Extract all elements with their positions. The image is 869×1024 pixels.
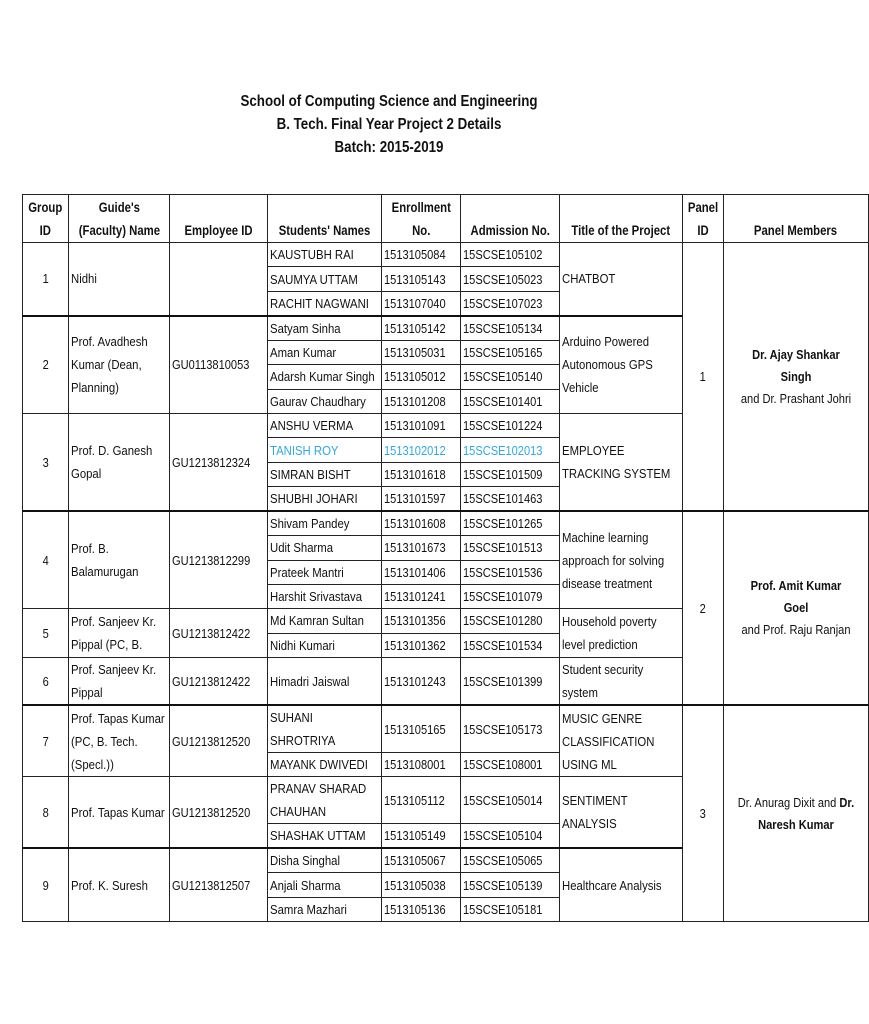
cell-text: Prof. Avadhesh Kumar (Dean, Planning) (70, 334, 148, 396)
cell-text: CHATBOT (562, 271, 616, 287)
cell-text: ANSHU VERMA (270, 418, 354, 434)
employee-id-cell (170, 511, 268, 609)
group-id-cell (23, 658, 69, 706)
enrollment-cell (382, 753, 460, 777)
employee-id-cell (170, 243, 268, 316)
table-body (23, 243, 869, 922)
admission-cell (460, 609, 560, 633)
cell-text: 7 (42, 733, 49, 749)
panel-members-rest: and Dr. Prashant Johri (740, 390, 852, 406)
guide-name-cell (68, 413, 170, 511)
admission-cell (460, 267, 560, 291)
panel-members-rest: and Prof. Raju Ranjan (741, 622, 851, 638)
student-name-cell (268, 584, 382, 608)
cell-text: 15SCSE105023 (462, 271, 543, 287)
admission-cell (460, 389, 560, 413)
student-name-cell (268, 753, 382, 777)
cell-text: 1513105142 (384, 320, 447, 336)
cell-text: Household poverty level prediction (562, 614, 657, 653)
table-row (23, 705, 869, 753)
cell-text: 1513101406 (384, 564, 447, 580)
cell-text: GU1213812422 (172, 625, 251, 641)
admission-cell (460, 413, 560, 437)
enrollment-cell (382, 462, 460, 486)
cell-text: 1513102012 (384, 442, 447, 458)
enrollment-cell (382, 340, 460, 364)
admission-cell (460, 511, 560, 536)
cell-text: 1513101618 (384, 466, 447, 482)
employee-id-cell (170, 413, 268, 511)
cell-text: SIMRAN BISHT (270, 466, 352, 482)
panel-id-cell (682, 243, 723, 512)
cell-text: 1513101091 (384, 418, 447, 434)
cell-text: Shivam Pandey (270, 516, 350, 532)
enrollment-cell (382, 316, 460, 341)
batch-title: Batch: 2015-2019 (334, 139, 444, 156)
panel-members-text (737, 575, 855, 641)
project-title-cell (560, 777, 683, 849)
admission-cell (460, 438, 560, 462)
cell-text: 15SCSE105181 (462, 902, 543, 918)
cell-text: 15SCSE105014 (462, 792, 543, 808)
student-name-cell (268, 365, 382, 389)
project-title-cell (560, 848, 683, 921)
cell-text: 15SCSE105173 (462, 721, 543, 737)
header-enrollment: Enrollment No. (382, 195, 460, 243)
guide-name-cell (68, 511, 170, 609)
cell-text: 6 (42, 673, 49, 689)
admission-cell (460, 705, 560, 753)
header-panel-id: Panel ID (682, 195, 723, 243)
student-name-cell (268, 536, 382, 560)
cell-text: 15SCSE102013 (462, 442, 543, 458)
enrollment-cell (382, 777, 460, 824)
cell-text: 15SCSE101401 (462, 393, 543, 409)
cell-text: 1513107040 (384, 295, 447, 311)
cell-text: 15SCSE105104 (462, 828, 543, 844)
enrollment-cell (382, 413, 460, 437)
enrollment-cell (382, 536, 460, 560)
cell-text: Md Kamran Sultan (270, 613, 365, 629)
project-title-cell (560, 413, 683, 511)
student-name-cell (268, 267, 382, 291)
admission-cell (460, 560, 560, 584)
panel-members-cell (723, 705, 868, 922)
cell-text: 1513105112 (384, 792, 446, 808)
cell-text: Disha Singhal (270, 853, 341, 869)
cell-text: Nidhi (70, 271, 97, 287)
cell-text: 1513105067 (384, 853, 447, 869)
admission-cell (460, 633, 560, 657)
student-name-cell (268, 413, 382, 437)
cell-text: 15SCSE105140 (462, 369, 543, 385)
student-name-cell (268, 560, 382, 584)
cell-text: 1513105143 (384, 271, 447, 287)
admission-cell (460, 462, 560, 486)
panel-members-cell (723, 243, 868, 512)
cell-text: Harshit Srivastava (270, 589, 363, 605)
cell-text: 1513105084 (384, 247, 447, 263)
cell-text: GU1213812520 (172, 733, 251, 749)
cell-text: 1513105038 (384, 877, 447, 893)
student-name-cell (268, 824, 382, 849)
admission-cell (460, 584, 560, 608)
student-name-cell (268, 438, 382, 462)
enrollment-cell (382, 243, 460, 267)
cell-text: Anjali Sharma (270, 877, 342, 893)
cell-text: 1513105031 (384, 344, 447, 360)
project-title-cell (560, 609, 683, 658)
panel-lead-name: Prof. Amit Kumar Goel (750, 578, 842, 616)
cell-text: Samra Mazhari (270, 902, 348, 918)
cell-text: Healthcare Analysis (562, 877, 662, 893)
cell-text: 1513108001 (384, 757, 447, 773)
student-name-cell (268, 848, 382, 873)
cell-text: 2 (42, 357, 49, 373)
cell-text: GU1213812299 (172, 552, 251, 568)
cell-text: 8 (42, 804, 49, 820)
admission-cell (460, 316, 560, 341)
cell-text: Arduino Powered Autonomous GPS Vehicle (562, 334, 654, 396)
cell-text: 5 (42, 625, 49, 641)
admission-cell (460, 753, 560, 777)
cell-text: 1513105149 (384, 828, 447, 844)
cell-text: 1513101362 (384, 637, 447, 653)
enrollment-cell (382, 873, 460, 897)
admission-cell (460, 340, 560, 364)
project-title-cell (560, 511, 683, 609)
project-title-cell (560, 658, 683, 706)
enrollment-cell (382, 511, 460, 536)
panel-members-cell (723, 511, 868, 705)
cell-text: Prof. K. Suresh (70, 877, 148, 893)
cell-text: 15SCSE107023 (462, 295, 543, 311)
cell-text: 15SCSE101463 (462, 491, 543, 507)
enrollment-cell (382, 848, 460, 873)
cell-text: 15SCSE101509 (462, 466, 543, 482)
cell-text: Prof. Sanjeev Kr. Pippal (70, 662, 156, 701)
cell-text: SHUBHI JOHARI (270, 491, 359, 507)
header-group-id: Group ID (23, 195, 69, 243)
admission-cell (460, 824, 560, 849)
cell-text: 1513101608 (384, 516, 447, 532)
cell-text: 15SCSE105165 (462, 344, 543, 360)
cell-text: 1 (42, 271, 49, 287)
enrollment-cell (382, 267, 460, 291)
cell-text: 1 (699, 369, 706, 385)
panel-id-cell (682, 511, 723, 705)
cell-text: GU1213812520 (172, 804, 251, 820)
project-title: B. Tech. Final Year Project 2 Details (276, 116, 502, 133)
student-name-cell (268, 316, 382, 341)
header-project-title: Title of the Project (560, 195, 683, 243)
admission-cell (460, 291, 560, 316)
cell-text: Himadri Jaiswal (270, 673, 350, 689)
enrollment-cell (382, 609, 460, 633)
cell-text: 9 (42, 877, 49, 893)
panel-lead-name: Dr. Naresh Kumar (758, 794, 855, 832)
cell-text: 15SCSE101399 (462, 673, 543, 689)
cell-text: Satyam Sinha (270, 320, 342, 336)
student-name-cell (268, 243, 382, 267)
admission-cell (460, 487, 560, 512)
guide-name-cell (68, 705, 170, 777)
admission-cell (460, 873, 560, 897)
cell-text: 15SCSE101536 (462, 564, 543, 580)
student-name-cell (268, 389, 382, 413)
project-table (22, 194, 869, 922)
enrollment-cell (382, 291, 460, 316)
cell-text: Adarsh Kumar Singh (270, 369, 376, 385)
enrollment-cell (382, 658, 460, 706)
student-name-cell (268, 609, 382, 633)
enrollment-cell (382, 438, 460, 462)
student-name-cell (268, 777, 382, 824)
header-employee-id: Employee ID (170, 195, 268, 243)
panel-members-text (737, 792, 855, 836)
admission-cell (460, 897, 560, 921)
cell-text: 15SCSE101265 (462, 516, 543, 532)
admission-cell (460, 777, 560, 824)
cell-text: 15SCSE101513 (462, 540, 543, 556)
admission-cell (460, 658, 560, 706)
group-id-cell (23, 413, 69, 511)
cell-text: SHASHAK UTTAM (270, 828, 366, 844)
cell-text: Nidhi Kumari (270, 637, 336, 653)
cell-text: MUSIC GENRE CLASSIFICATION USING ML (562, 710, 655, 772)
group-id-cell (23, 777, 69, 849)
enrollment-cell (382, 487, 460, 512)
guide-name-cell (68, 658, 170, 706)
group-id-cell (23, 705, 69, 777)
admission-cell (460, 365, 560, 389)
enrollment-cell (382, 705, 460, 753)
cell-text: RACHIT NAGWANI (270, 295, 370, 311)
group-id-cell (23, 316, 69, 414)
student-name-cell (268, 511, 382, 536)
student-name-cell (268, 340, 382, 364)
cell-text: 15SCSE105102 (462, 247, 543, 263)
cell-text: Prof. Tapas Kumar (70, 804, 165, 820)
cell-text: GU1213812422 (172, 673, 251, 689)
cell-text: Udit Sharma (270, 540, 334, 556)
cell-text: Prateek Mantri (270, 564, 345, 580)
header-row (23, 195, 869, 243)
guide-name-cell (68, 316, 170, 414)
cell-text: MAYANK DWIVEDI (270, 757, 369, 773)
admission-cell (460, 243, 560, 267)
table-row (23, 511, 869, 536)
employee-id-cell (170, 777, 268, 849)
employee-id-cell (170, 609, 268, 658)
cell-text: 3 (699, 806, 706, 822)
employee-id-cell (170, 658, 268, 706)
cell-text: Prof. B. Balamurugan (70, 541, 138, 580)
project-title-cell (560, 243, 683, 316)
panel-id-cell (682, 705, 723, 922)
cell-text: 1513101241 (384, 589, 447, 605)
employee-id-cell (170, 705, 268, 777)
table-row (23, 243, 869, 267)
student-name-cell (268, 487, 382, 512)
cell-text: Aman Kumar (270, 344, 337, 360)
panel-members-text (737, 344, 855, 410)
cell-text: PRANAV SHARAD CHAUHAN (270, 781, 367, 820)
cell-text: Prof. Tapas Kumar (PC, B. Tech. (Specl.)) (70, 710, 165, 772)
student-name-cell (268, 897, 382, 921)
cell-text: SENTIMENT ANALYSIS (562, 793, 628, 832)
guide-name-cell (68, 848, 170, 921)
header-panel-members: Panel Members (723, 195, 868, 243)
enrollment-cell (382, 824, 460, 849)
cell-text: Machine learning approach for solving disease treatment (562, 529, 665, 591)
cell-text: 15SCSE101079 (462, 589, 543, 605)
cell-text: GU1213812324 (172, 454, 251, 470)
enrollment-cell (382, 560, 460, 584)
cell-text: 1513101208 (384, 393, 447, 409)
cell-text: 1513101243 (384, 673, 447, 689)
project-title-cell (560, 705, 683, 777)
cell-text: 1513101597 (384, 491, 447, 507)
enrollment-cell (382, 365, 460, 389)
cell-text: 1513105012 (384, 369, 447, 385)
cell-text: GU0113810053 (172, 357, 250, 373)
student-name-cell (268, 658, 382, 706)
student-name-cell (268, 705, 382, 753)
student-name-cell (268, 633, 382, 657)
admission-cell (460, 536, 560, 560)
cell-text: 15SCSE105139 (462, 877, 543, 893)
document-heading (54, 90, 723, 159)
guide-name-cell (68, 777, 170, 849)
guide-name-cell (68, 243, 170, 316)
cell-text: 2 (699, 600, 706, 616)
employee-id-cell (170, 848, 268, 921)
panel-lead-name: Dr. Ajay Shankar Singh (752, 346, 840, 384)
employee-id-cell (170, 316, 268, 414)
cell-text: 1513101356 (384, 613, 447, 629)
admission-cell (460, 848, 560, 873)
cell-text: KAUSTUBH RAI (270, 247, 355, 263)
group-id-cell (23, 511, 69, 609)
enrollment-cell (382, 584, 460, 608)
cell-text: GU1213812507 (172, 877, 251, 893)
enrollment-cell (382, 897, 460, 921)
cell-text: TANISH ROY (270, 442, 339, 458)
cell-text: 1513101673 (384, 540, 447, 556)
cell-text: 15SCSE101224 (462, 418, 543, 434)
cell-text: Prof. D. Ganesh Gopal (70, 443, 152, 482)
cell-text: Student security system (562, 662, 644, 701)
cell-text: EMPLOYEE TRACKING SYSTEM (562, 443, 671, 482)
group-id-cell (23, 609, 69, 658)
cell-text: 15SCSE101280 (462, 613, 543, 629)
cell-text: Gaurav Chaudhary (270, 393, 367, 409)
student-name-cell (268, 462, 382, 486)
cell-text: SAUMYA UTTAM (270, 271, 359, 287)
cell-text: 1513105165 (384, 721, 447, 737)
cell-text: 15SCSE108001 (462, 757, 543, 773)
cell-text: Prof. Sanjeev Kr. Pippal (PC, B. (70, 614, 156, 653)
panel-members-prefix: Dr. Anurag Dixit and (737, 794, 840, 810)
cell-text: 15SCSE105065 (462, 853, 543, 869)
student-name-cell (268, 291, 382, 316)
enrollment-cell (382, 633, 460, 657)
guide-name-cell (68, 609, 170, 658)
cell-text: SUHANI SHROTRIYA (270, 710, 336, 749)
cell-text: 4 (42, 552, 49, 568)
cell-text: 15SCSE101534 (462, 637, 543, 653)
school-title: School of Computing Science and Engineering (240, 93, 538, 110)
header-admission: Admission No. (460, 195, 560, 243)
enrollment-cell (382, 389, 460, 413)
header-guide: Guide's (Faculty) Name (68, 195, 170, 243)
cell-text: 3 (42, 454, 49, 470)
cell-text: 1513105136 (384, 902, 447, 918)
group-id-cell (23, 848, 69, 921)
header-students: Students' Names (268, 195, 382, 243)
cell-text: 15SCSE105134 (462, 320, 543, 336)
project-title-cell (560, 316, 683, 414)
student-name-cell (268, 873, 382, 897)
group-id-cell (23, 243, 69, 316)
